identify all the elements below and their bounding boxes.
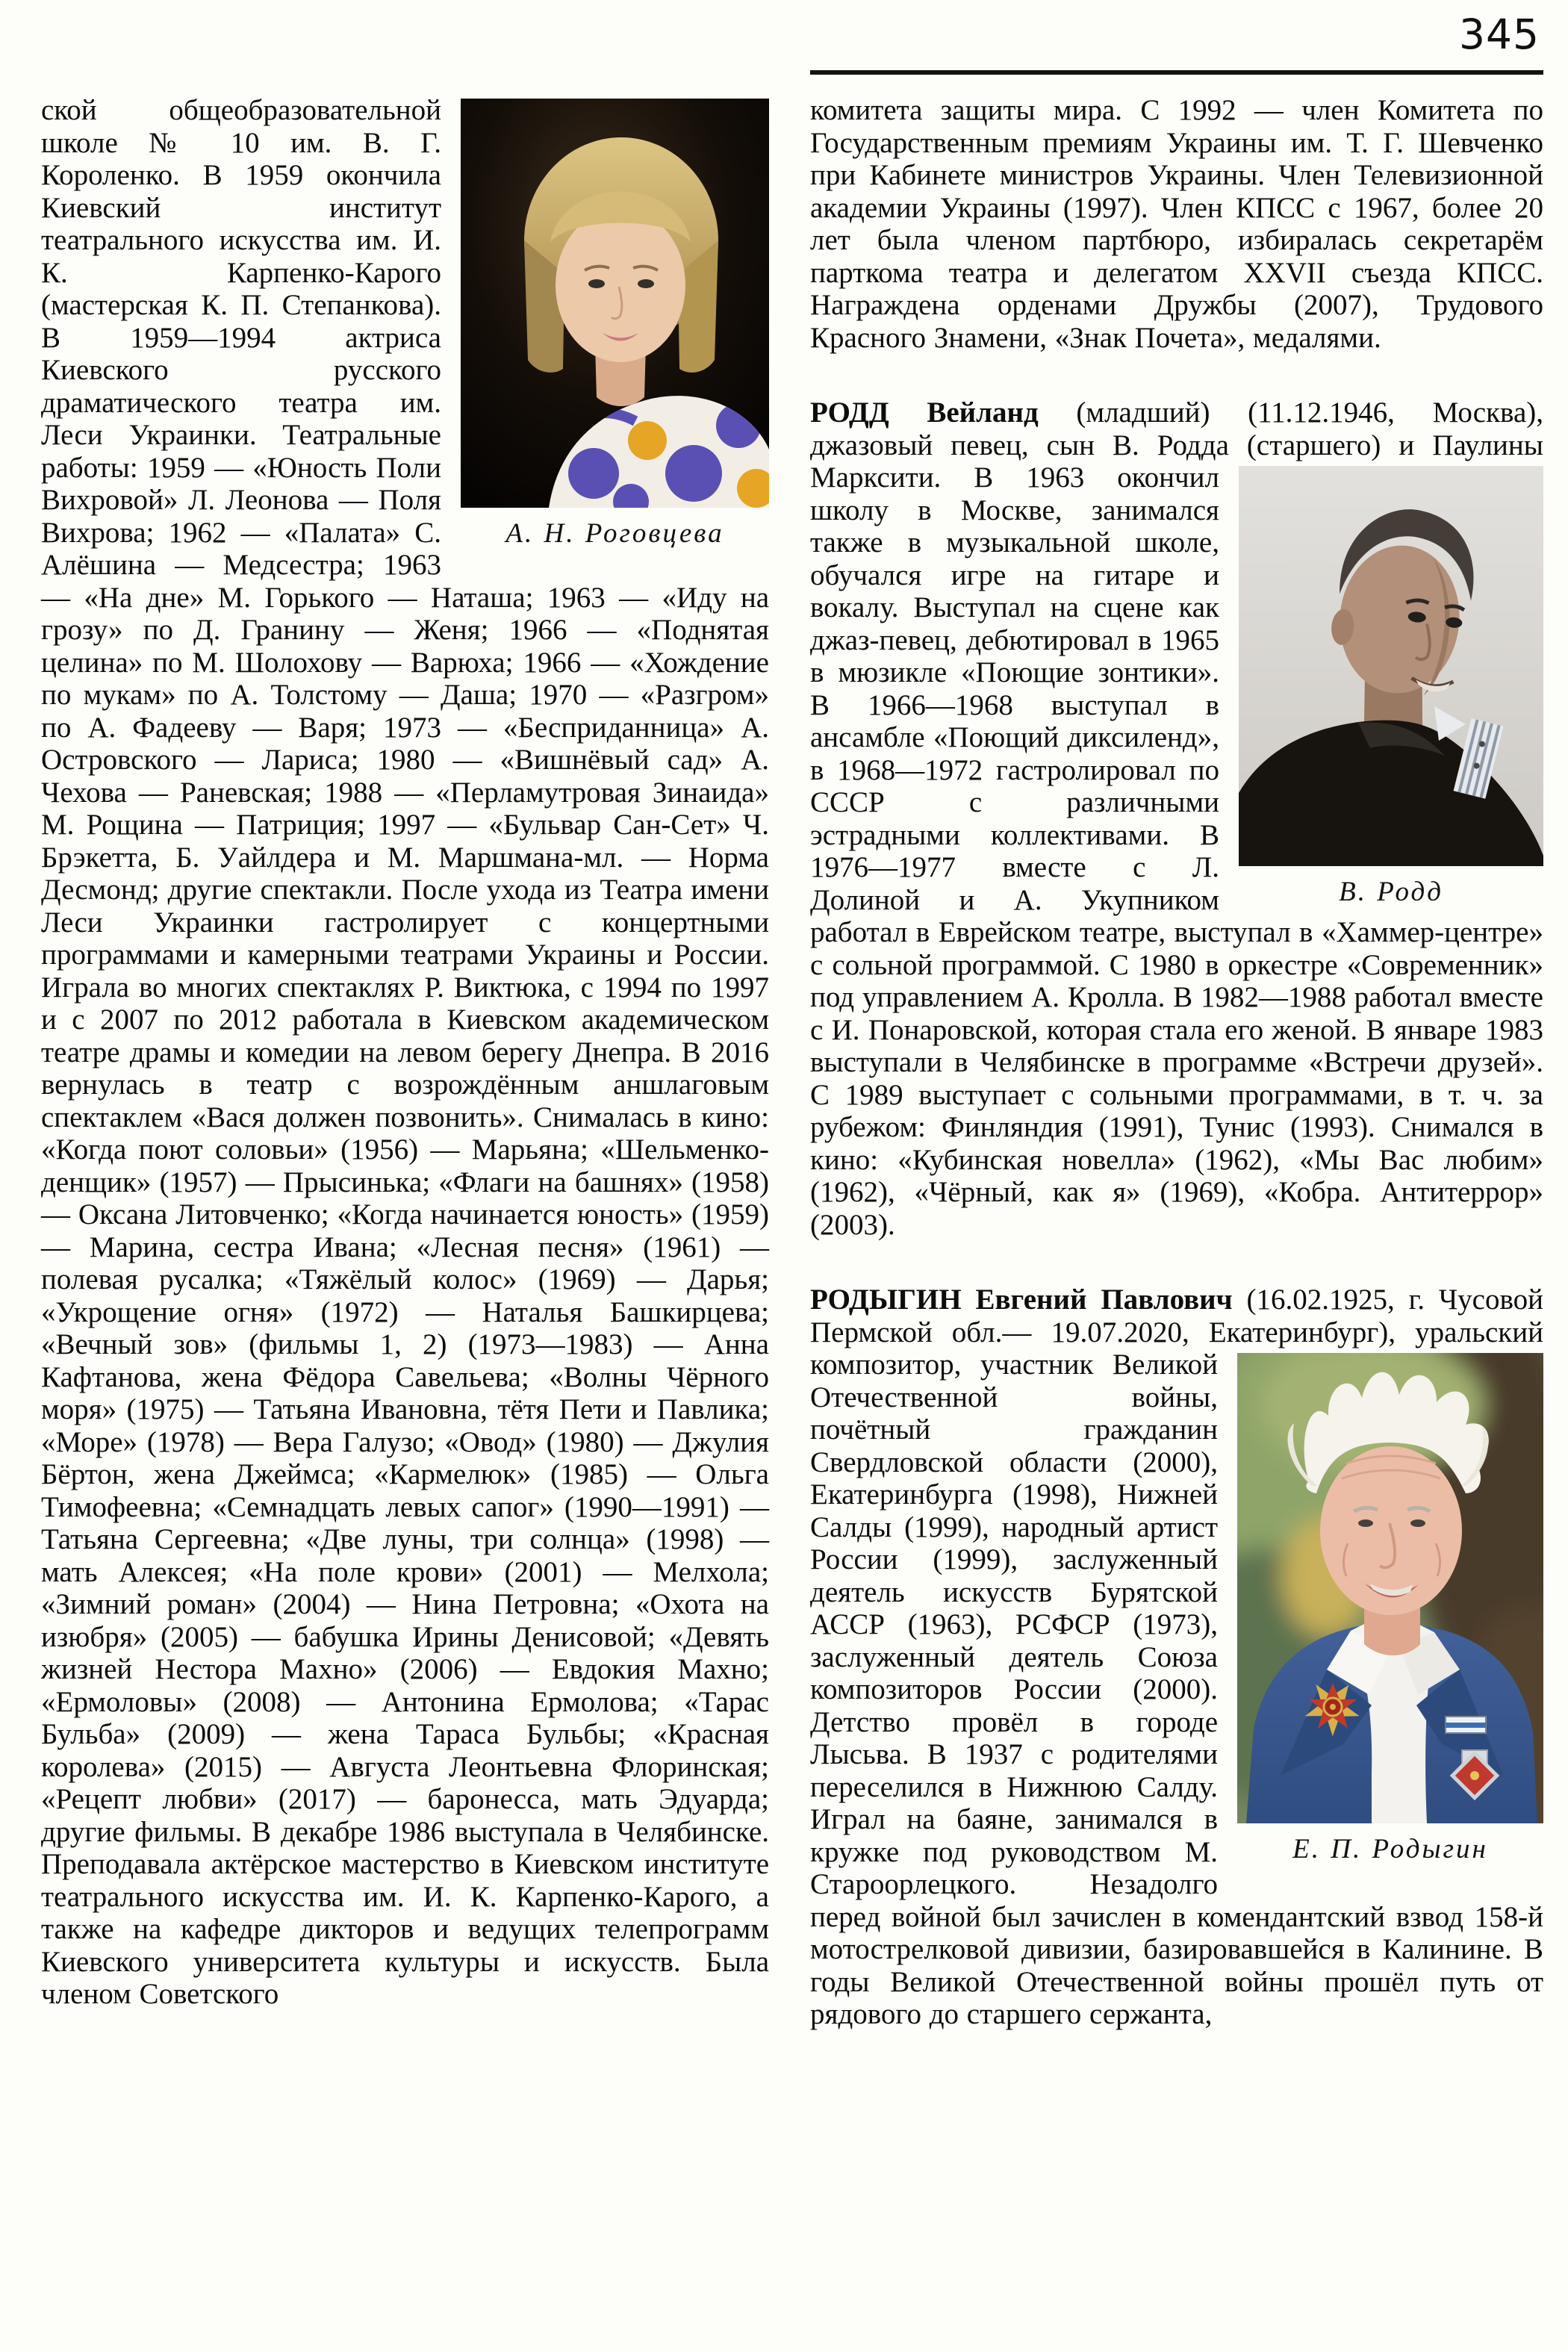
left-column <box>41 94 769 2011</box>
header-rule <box>810 70 1543 75</box>
rogovtseva-figure <box>461 99 769 550</box>
rodygin-headword: РОДЫГИН Евгений Павлович <box>810 1284 1233 1316</box>
rodygin-entry <box>810 1284 1543 2031</box>
rodygin-figure <box>1237 1353 1543 1866</box>
rodd-headword: РОДД Вейланд <box>810 396 1039 429</box>
rogovtseva-body-text: ской общеобразовательной школе № 10 им. В. Г. Короленко. В 1959 окончила Киевский институт театрального искусства им. И. К. Карпенко-Карого (мастерская К. П. Степанкова). В 1959—1994 актриса Киевского русского драматического театра им. Леси Украинки. Театральные работы: 1959 — «Юность Поли Вихровой» Л. Леонова — Поля Вихрова; 1962 — «Палата» С. Алёшина — Медсестра; 1963 — «На дне» М. Горького — Наташа; 1963 — «Иду на грозу» по Д. Гранину — Женя; 1966 — «Поднятая целина» по М. Шолохову — Варюха; 1966 — «Хождение по мукам» по А. Толстому — Даша; 1970 — «Разгром» по А. Фадееву — Варя; 1973 — «Бесприданница» А. Островского — Лариса; 1980 — «Вишнёвый сад» А. Чехова — Раневская; 1988 — «Перламутровая Зинаида» М. Рощина — Патриция; 1997 — «Бульвар Сан-Сет» Ч. Брэкетта, Б. Уайлдера и М. Маршмана-мл. — Норма Десмонд; другие спектакли. После ухода из Театра имени Леси Украинки гастролирует с концертными программами и камерными театрами Украины и России. Играла во многих спектаклях Р. Виктюка, с 1994 по 1997 и с 2007 по 2012 работала в Киевском академическом театре драмы и комедии на левом берегу Днепра. В 2016 вернулась в театр с возрождённым аншлаговым спектаклем «Вася должен позвонить». Снималась в кино: «Когда поют соловьи» (1956) — Марьяна; «Шельменко-денщик» (1957) — Прысинька; «Флаги на башнях» (1958) — Оксана Литовченко; «Когда начинается юность» (1959) — Марина, сестра Ивана; «Лесная песня» (1961) — полевая русалка; «Тяжёлый колос» (1969) — Дарья; «Укрощение огня» (1972) — Наталья Башкирцева; «Вечный зов» (фильмы 1, 2) (1973—1983) — Анна Кафтанова, жена Фёдора Савельева; «Волны Чёрного моря» (1975) — Татьяна Ивановна, тётя Пети и Павлика; «Море» (1978) — Вера Галузо; «Овод» (1980) — Джулия Бёртон, жена Джеймса; «Кармелюк» (1985) — Ольга Тимофеевна; «Семнадцать левых сапог» (1990—1991) — Татьяна Сергеевна; «Две луны, три солнца» (1998) — мать Алексея; «На поле крови» (2001) — Мелхола; «Зимний роман» (2004) — Нина Петровна; «Охота на изюбря» (2005) — бабушка Ирины Денисовой; «Девять жизней Нестора Махно» (2006) — Евдокия Махно; «Ермоловы» (2008) — Антонина Ермолова; «Тарас Бульба» (2009) — жена Тараса Бульбы; «Красная королева» (2015) — Августа Леонтьевна Флоринская; «Рецепт любви» (2017) — баронесса, мать Эдуарда; другие фильмы. В декабре 1986 выступала в Челябинске. Преподавала актёрское мастерство в Киевском институте театрального искусства им. И. К. Карпенко-Карого, а также на кафедре дикторов и ведущих телепрограмм Киевского университета культуры и искусств. Была членом Советского <box>41 94 769 2010</box>
rodd-body-text: Паулины Марксити. В 1963 окончил школу в Москве, занимался также в музыкальной школе, обучался игре на гитаре и вокалу. Выступал на сцене как джаз-певец, дебютировал в 1965 в мюзикле «Поющие зонтики». В 1966—1968 выступал в ансамбле «Поющий диксиленд», в 1968—1972 гастролировал по СССР с различными эстрадными коллективами. В 1976—1977 вместе с Л. Долиной и А. Укупником работал в Еврейском театре, выступал в «Хаммер-центре» с сольной программой. С 1980 в оркестре «Современник» под управлением А. Кролла. В 1982—1988 работал вместе с И. Понаровской, которая стала его женой. В январе 1983 выступали в Челябинске в программе «Встречи друзей». С 1989 выступает с сольными программами, в т. ч. за рубежом: Финляндия (1991), Тунис (1993). Снимался в кино: «Кубинская новелла» (1962), «Мы Вас любим» (1962), «Чёрный, как я» (1969), «Кобра. Антитеррор» (2003). <box>810 429 1543 1241</box>
rodygin-lead-text: (16.02.1925, г. Чусовой Пермской обл.— 19.07.2020, Екатеринбург), уральский <box>810 1284 1543 1348</box>
rodygin-photo <box>1237 1353 1543 1823</box>
rodygin-body-text: композитор, участник Великой Отечественной войны, почётный гражданин Свердловской области (2000), Екатеринбурга (1998), Нижней Салды (1999), народный артист России (1999), заслуженный деятель искусств Бурятской АССР (1963), РСФСР (1973), заслуженный деятель Союза композиторов России (2000). Детство провёл в городе Лысьва. В 1937 с родителями переселился в Нижнюю Салду. Играл на баяне, занимался в кружке под руководством М. Староорлецкого. Незадолго перед войной был зачислен в комендантский взвод 158-й мотострелковой дивизии, базировавшейся в Калинине. В годы Великой Отечественной войны прошёл путь от рядового до старшего сержанта, <box>810 1348 1543 2030</box>
rogovtseva-photo-caption: А. Н. Роговцева <box>505 518 724 549</box>
continuation-text: комитета защиты мира. С 1992 — член Комитета по Государственным премиям Украины им. Т. Г. Шевченко при Кабинете министров Украины. Член Телевизионной академии Украины (1997). Член КПСС с 1967, более 20 лет была членом партбюро, избиралась секретарём парткома театра и делегатом XXVII съезда КПСС. Награждена орденами Дружбы (2007), Трудового Красного Знамени, «Знак Почета», медалями. <box>810 94 1543 354</box>
rodd-lead-text: (младший) (11.12.1946, Москва), джазовый певец, сын В. Родда (старшего) и <box>810 396 1543 461</box>
page-number: 345 <box>1459 10 1540 58</box>
rodd-figure <box>1239 466 1543 909</box>
flag-pin <box>1446 1717 1486 1733</box>
rodygin-photo-caption: Е. П. Родыгин <box>1292 1834 1488 1864</box>
continuation-paragraph <box>810 94 1543 354</box>
rodd-photo-caption: В. Родд <box>1339 877 1443 907</box>
right-column <box>810 94 1543 2031</box>
rodd-entry <box>810 396 1543 1241</box>
rodd-photo <box>1239 466 1543 866</box>
rogovtseva-entry-continuation <box>41 94 769 2011</box>
rogovtseva-photo <box>461 99 769 508</box>
